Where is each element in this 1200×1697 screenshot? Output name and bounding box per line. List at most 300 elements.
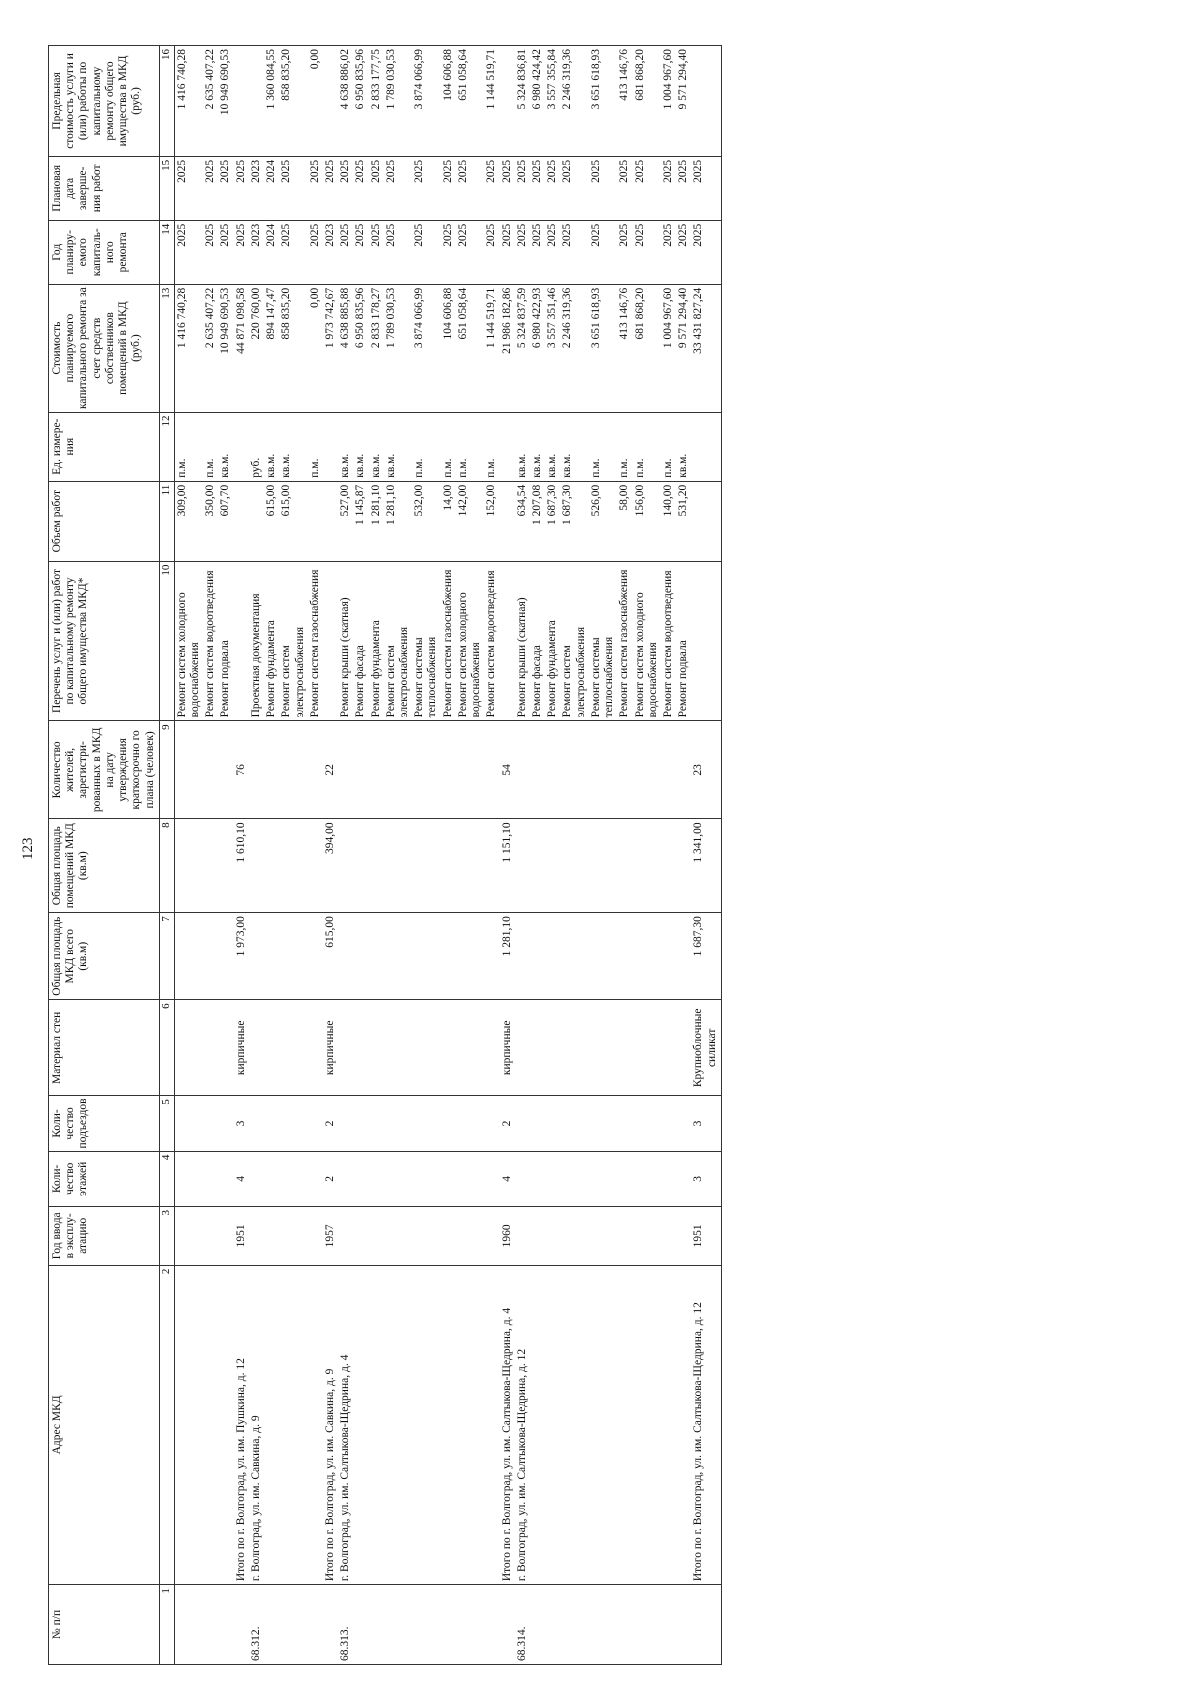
cell-ent [218,1096,233,1151]
cell-cost: 1 004 967,60 [661,284,676,412]
cell-ent [249,1096,264,1151]
cell-cost: 1 416 740,28 [174,284,203,412]
cell-y1: 2025 [560,220,588,284]
cell-limit: 104 606,88 [441,46,456,157]
cell-area2 [384,819,412,913]
cell-year [174,1207,203,1266]
column-number: 8 [159,819,174,913]
cell-y2: 2025 [412,156,440,220]
cell-area2 [589,819,617,913]
cell-area: 1 687,30 [691,913,722,1000]
cell-floors: 3 [691,1151,722,1206]
cell-area [249,913,264,1000]
cell-res [264,721,279,819]
column-number: 3 [159,1207,174,1266]
cell-area2 [279,819,307,913]
column-header: Общая площадь МКД всего (кв.м) [49,913,160,1000]
cell-unit: п.м. [412,412,440,481]
column-number: 7 [159,913,174,1000]
cell-floors [484,1151,499,1206]
cell-addr [369,1265,384,1585]
cell-res [617,721,632,819]
cell-res [203,721,218,819]
cell-res: 22 [323,721,338,819]
cell-n [661,1585,676,1665]
column-header: Адрес МКД [49,1265,160,1585]
cell-limit: 6 950 835,96 [353,46,368,157]
cell-y2: 2025 [203,156,218,220]
cell-area2: 1 151,10 [500,819,515,913]
cell-res [249,721,264,819]
cell-area2 [633,819,661,913]
cell-n [218,1585,233,1665]
cell-work [691,561,722,721]
cell-walls [484,1000,499,1096]
cell-work: Ремонт систем электроснабжения [384,561,412,721]
cell-vol: 1 687,30 [560,481,588,561]
cell-year [530,1207,545,1266]
cell-work: Ремонт фундамента [545,561,560,721]
cell-work: Ремонт системы теплоснабжения [412,561,440,721]
column-header: Объем работ [49,481,160,561]
cell-area2 [441,819,456,913]
cell-year [249,1207,264,1266]
cell-vol [323,481,338,561]
cell-area [203,913,218,1000]
column-header: Количество жителей, зарегистри-рованных в МКД на дату утверждения краткосрочно го плана (человек) [49,721,160,819]
cell-area [530,913,545,1000]
cell-limit [500,46,515,157]
cell-area2 [545,819,560,913]
cell-addr [384,1265,412,1585]
cell-work [234,561,249,721]
cell-res [589,721,617,819]
cell-limit: 1 144 519,71 [484,46,499,157]
cell-year [441,1207,456,1266]
cell-ent: 2 [323,1096,338,1151]
column-number: 12 [159,412,174,481]
cell-limit: 6 980 424,42 [530,46,545,157]
cell-addr [456,1265,484,1585]
cell-year [384,1207,412,1266]
cell-n [617,1585,632,1665]
cell-limit: 4 638 886,02 [338,46,353,157]
cell-area [661,913,676,1000]
cell-y1: 2025 [174,220,203,284]
cell-y1: 2025 [661,220,676,284]
cell-res [218,721,233,819]
cell-unit: п.м. [203,412,218,481]
cell-floors [441,1151,456,1206]
cell-floors: 4 [234,1151,249,1206]
cell-year [515,1207,530,1266]
cell-area [589,913,617,1000]
table-header [49,46,175,1665]
cell-floors [676,1151,691,1206]
cell-floors [530,1151,545,1206]
cell-ent: 3 [234,1096,249,1151]
cell-cost: 1 789 030,53 [384,284,412,412]
column-header: Год ввода в эксплу-атацию [49,1207,160,1266]
cell-vol: 532,00 [412,481,440,561]
cell-y1: 2025 [633,220,661,284]
cell-walls [203,1000,218,1096]
cell-area [174,913,203,1000]
cell-y1: 2025 [617,220,632,284]
cell-area2 [530,819,545,913]
column-number: 6 [159,1000,174,1096]
cell-work: Ремонт фасада [353,561,368,721]
cell-vol [308,481,323,561]
cell-y1: 2025 [515,220,530,284]
cell-work: Ремонт системы теплоснабжения [589,561,617,721]
table-row [617,46,632,1665]
cell-year [633,1207,661,1266]
column-header: Перечень услуг и (или) работ по капитальному ремонту общего имущества МКД* [49,561,160,721]
cell-work: Ремонт систем электроснабжения [560,561,588,721]
cell-floors [174,1151,203,1206]
cell-ent [617,1096,632,1151]
cell-cost: 104 606,88 [441,284,456,412]
cell-floors [633,1151,661,1206]
cell-n [384,1585,412,1665]
cell-vol: 1 281,10 [384,481,412,561]
cell-ent [456,1096,484,1151]
cell-walls [264,1000,279,1096]
cell-walls [456,1000,484,1096]
table-body [174,46,722,1665]
cell-ent: 3 [691,1096,722,1151]
cell-y2: 2025 [676,156,691,220]
cell-cost: 3 557 351,46 [545,284,560,412]
cell-area [545,913,560,1000]
cell-walls [515,1000,530,1096]
cell-work: Ремонт систем водоотведения [661,561,676,721]
cell-y1: 2025 [353,220,368,284]
cell-limit: 1 416 740,28 [174,46,203,157]
table-row [369,46,384,1665]
cell-vol: 1 145,87 [353,481,368,561]
table-row [174,46,203,1665]
cell-unit: кв.м. [353,412,368,481]
cell-limit: 2 833 177,75 [369,46,384,157]
table-row [412,46,440,1665]
cell-addr [484,1265,499,1585]
cell-floors [384,1151,412,1206]
cell-y2: 2025 [484,156,499,220]
cell-y1: 2025 [676,220,691,284]
cell-area [279,913,307,1000]
cell-ent [589,1096,617,1151]
column-header: Общая площадь помещений МКД (кв.м) [49,819,160,913]
cell-addr [589,1265,617,1585]
cell-work: Ремонт фундамента [264,561,279,721]
table-row [234,46,249,1665]
cell-area2 [661,819,676,913]
cell-vol: 615,00 [279,481,307,561]
cell-unit: п.м. [589,412,617,481]
cell-area [617,913,632,1000]
cell-res [560,721,588,819]
table-row [456,46,484,1665]
cell-work: Ремонт фасада [530,561,545,721]
column-number: 15 [159,156,174,220]
cell-n [412,1585,440,1665]
cell-limit [249,46,264,157]
cell-work: Ремонт систем водоотведения [484,561,499,721]
cell-ent [560,1096,588,1151]
cell-cost: 894 147,47 [264,284,279,412]
cell-y2: 2025 [500,156,515,220]
cell-limit: 5 324 836,81 [515,46,530,157]
cell-n [484,1585,499,1665]
cell-area2 [484,819,499,913]
cell-limit: 1 360 084,55 [264,46,279,157]
cell-cost: 6 980 422,93 [530,284,545,412]
column-header: Год планиру-емого капиталь-ного ремонта [49,220,160,284]
cell-cost: 858 835,20 [279,284,307,412]
cell-addr [174,1265,203,1585]
cell-floors [264,1151,279,1206]
cell-res [353,721,368,819]
cell-ent [441,1096,456,1151]
cell-y1: 2025 [384,220,412,284]
cell-addr: Итого по г. Волгоград, ул. им. Салтыкова-Щедрина, д. 4 [500,1265,515,1585]
cell-area2 [249,819,264,913]
column-number: 14 [159,220,174,284]
column-number: 4 [159,1151,174,1206]
cell-area2: 1 341,00 [691,819,722,913]
cell-y1: 2025 [441,220,456,284]
cell-area2 [456,819,484,913]
cell-year [545,1207,560,1266]
cell-y1: 2025 [369,220,384,284]
cell-area2: 394,00 [323,819,338,913]
cell-addr [545,1265,560,1585]
cell-vol: 152,00 [484,481,499,561]
cell-y2: 2025 [384,156,412,220]
cell-area2 [515,819,530,913]
table-row [203,46,218,1665]
cell-addr [661,1265,676,1585]
cell-y1: 2025 [218,220,233,284]
cell-floors: 4 [500,1151,515,1206]
cell-cost: 681 868,20 [633,284,661,412]
cell-area2 [264,819,279,913]
capital-repair-table [48,45,722,1665]
cell-year [203,1207,218,1266]
cell-y1: 2025 [203,220,218,284]
table-row [633,46,661,1665]
column-number: 1 [159,1585,174,1665]
cell-vol: 309,00 [174,481,203,561]
cell-walls [676,1000,691,1096]
cell-ent [369,1096,384,1151]
cell-floors [249,1151,264,1206]
cell-cost: 651 058,64 [456,284,484,412]
cell-unit: кв.м. [560,412,588,481]
cell-addr [353,1265,368,1585]
cell-unit: кв.м. [218,412,233,481]
table-row [676,46,691,1665]
cell-res [515,721,530,819]
cell-walls [633,1000,661,1096]
cell-n [323,1585,338,1665]
cell-limit [691,46,722,157]
cell-limit: 858 835,20 [279,46,307,157]
cell-walls [441,1000,456,1096]
cell-y2: 2025 [174,156,203,220]
cell-work: Ремонт фундамента [369,561,384,721]
cell-y2: 2023 [249,156,264,220]
cell-n [234,1585,249,1665]
cell-year [560,1207,588,1266]
cell-floors [617,1151,632,1206]
cell-y2: 2025 [456,156,484,220]
cell-walls [530,1000,545,1096]
cell-work: Ремонт подвала [218,561,233,721]
page-number: 123 [20,837,36,860]
cell-floors [279,1151,307,1206]
table-row [545,46,560,1665]
cell-floors [661,1151,676,1206]
cell-unit [500,412,515,481]
column-header: Плановая дата заверше-ния работ [49,156,160,220]
cell-vol: 14,00 [441,481,456,561]
cell-area [264,913,279,1000]
cell-work: Ремонт крыши (скатная) [515,561,530,721]
cell-res [530,721,545,819]
cell-ent: 2 [500,1096,515,1151]
cell-work: Ремонт систем холодного водоснабжения [174,561,203,721]
cell-n: 68.314. [515,1585,530,1665]
cell-work [323,561,338,721]
cell-area [338,913,353,1000]
cell-year: 1951 [691,1207,722,1266]
table-row [560,46,588,1665]
cell-res [441,721,456,819]
cell-limit: 2 246 319,36 [560,46,588,157]
cell-floors [589,1151,617,1206]
cell-unit: кв.м. [384,412,412,481]
cell-n [174,1585,203,1665]
table-row [279,46,307,1665]
cell-area [384,913,412,1000]
cell-y1: 2025 [545,220,560,284]
cell-addr [560,1265,588,1585]
cell-vol: 58,00 [617,481,632,561]
cell-n [441,1585,456,1665]
cell-addr: Итого по г. Волгоград, ул. им. Пушкина, д. 12 [234,1265,249,1585]
cell-unit: п.м. [441,412,456,481]
cell-walls [384,1000,412,1096]
cell-addr: г. Волгоград, ул. им. Савкина, д. 9 [249,1265,264,1585]
cell-area2: 1 610,10 [234,819,249,913]
cell-year [264,1207,279,1266]
table-row [500,46,515,1665]
cell-work: Ремонт систем водоотведения [203,561,218,721]
cell-walls: кирпичные [500,1000,515,1096]
cell-res [484,721,499,819]
cell-y1: 2025 [484,220,499,284]
cell-unit: п.м. [633,412,661,481]
cell-walls [218,1000,233,1096]
cell-addr [279,1265,307,1585]
cell-limit: 10 949 690,53 [218,46,233,157]
cell-n [279,1585,307,1665]
cell-y2: 2025 [617,156,632,220]
cell-limit: 681 868,20 [633,46,661,157]
cell-vol: 140,00 [661,481,676,561]
cell-work: Ремонт систем электроснабжения [279,561,307,721]
cell-limit: 3 557 355,84 [545,46,560,157]
cell-cost: 4 638 885,88 [338,284,353,412]
column-header: Коли-чество этажей [49,1151,160,1206]
cell-addr [203,1265,218,1585]
cell-unit: п.м. [456,412,484,481]
cell-vol [691,481,722,561]
cell-limit: 0,00 [308,46,323,157]
cell-ent [174,1096,203,1151]
cell-walls [174,1000,203,1096]
cell-walls: кирпичные [234,1000,249,1096]
cell-year [369,1207,384,1266]
cell-floors [353,1151,368,1206]
cell-walls [279,1000,307,1096]
cell-n [203,1585,218,1665]
cell-work: Ремонт систем холодного водоснабжения [633,561,661,721]
cell-ent [545,1096,560,1151]
cell-ent [484,1096,499,1151]
cell-walls: кирпичные [323,1000,338,1096]
cell-unit: кв.м. [530,412,545,481]
cell-vol: 607,70 [218,481,233,561]
cell-unit: кв.м. [676,412,691,481]
cell-cost: 413 146,76 [617,284,632,412]
cell-area [412,913,440,1000]
cell-work: Ремонт подвала [676,561,691,721]
cell-y2: 2025 [560,156,588,220]
cell-y2: 2025 [589,156,617,220]
cell-work: Ремонт систем газоснабжения [617,561,632,721]
cell-year: 1960 [500,1207,515,1266]
cell-ent [676,1096,691,1151]
cell-cost: 1 144 519,71 [484,284,499,412]
cell-walls [338,1000,353,1096]
table-row [589,46,617,1665]
cell-cost: 0,00 [308,284,323,412]
cell-n: 68.313. [338,1585,353,1665]
cell-addr [308,1265,323,1585]
cell-y1: 2024 [264,220,279,284]
cell-addr [633,1265,661,1585]
cell-res: 76 [234,721,249,819]
cell-ent [353,1096,368,1151]
cell-addr [264,1265,279,1585]
cell-vol: 350,00 [203,481,218,561]
cell-area2 [353,819,368,913]
cell-vol: 1 207,08 [530,481,545,561]
cell-addr [412,1265,440,1585]
cell-vol: 1 687,30 [545,481,560,561]
cell-walls [249,1000,264,1096]
cell-vol: 156,00 [633,481,661,561]
table-row [249,46,264,1665]
cell-y1: 2023 [323,220,338,284]
cell-walls [412,1000,440,1096]
column-header: № п/п [49,1585,160,1665]
cell-y1: 2025 [530,220,545,284]
